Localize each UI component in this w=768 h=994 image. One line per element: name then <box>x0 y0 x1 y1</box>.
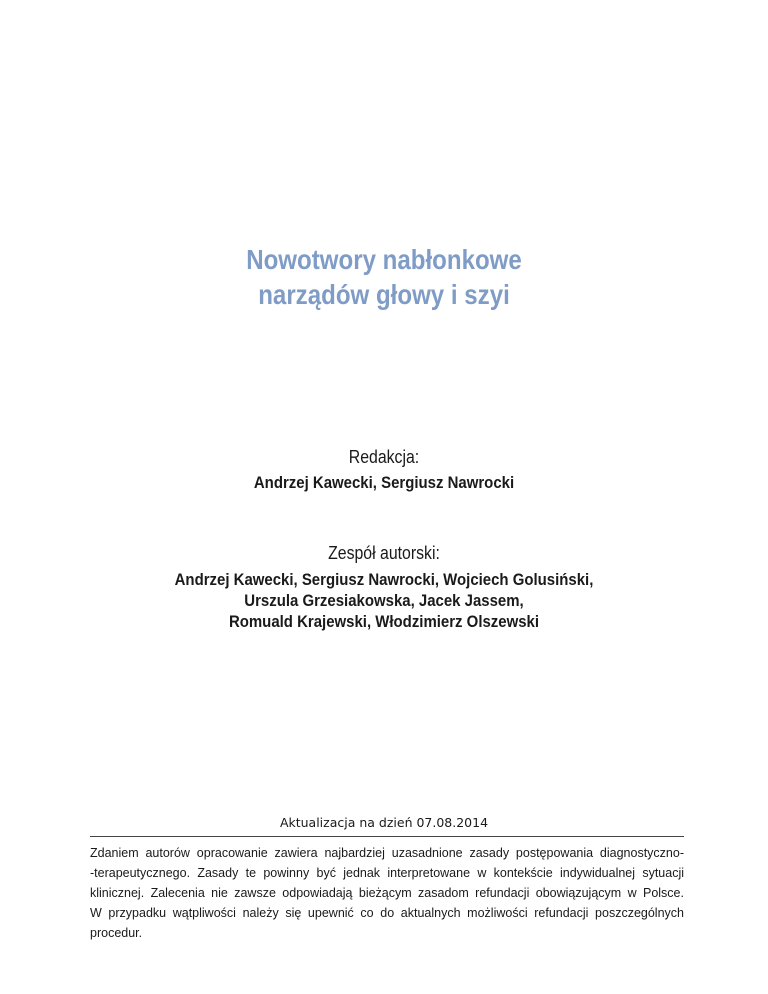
authors-label: Zespół autorski: <box>328 543 440 563</box>
document-title-line-1: Nowotwory nabłonkowe <box>246 244 522 275</box>
disclaimer-line-4: W przypadku wątpliwości należy się upewnić co do aktualnych możliwości refundacji poszczególnych <box>90 906 684 920</box>
disclaimer-line-3: klinicznej. Zalecenia nie zawsze odpowiadają bieżącym zasadom refundacji obowiązującym w Polsce. <box>90 886 684 900</box>
update-date: Aktualizacja na dzień 07.08.2014 <box>279 815 489 830</box>
document-title-line-2: narządów głowy i szyi <box>258 279 510 310</box>
editors-names: Andrzej Kawecki, Sergiusz Nawrocki <box>253 473 515 492</box>
authors-line-3: Romuald Krajewski, Włodzimierz Olszewski <box>228 612 540 631</box>
disclaimer-line-1: Zdaniem autorów opracowanie zawiera najbardziej uzasadnione zasady postępowania diagnostyczno- <box>90 846 684 860</box>
authors-line-2: Urszula Grzesiakowska, Jacek Jassem, <box>244 591 524 610</box>
disclaimer-line-5: procedur. <box>90 926 143 940</box>
editors-label: Redakcja: <box>348 447 420 467</box>
document-title <box>54 242 714 312</box>
disclaimer-line-2: -terapeutycznego. Zasady te powinny być jednak interpretowane w kontekście indywidualnej sytuacji <box>90 866 684 880</box>
horizontal-divider <box>90 836 684 837</box>
disclaimer-paragraph <box>90 843 684 943</box>
editors-section <box>46 446 722 493</box>
authors-line-1: Andrzej Kawecki, Sergiusz Nawrocki, Wojciech Golusiński, <box>174 570 594 589</box>
authors-names <box>46 569 722 632</box>
authors-section <box>46 542 722 632</box>
